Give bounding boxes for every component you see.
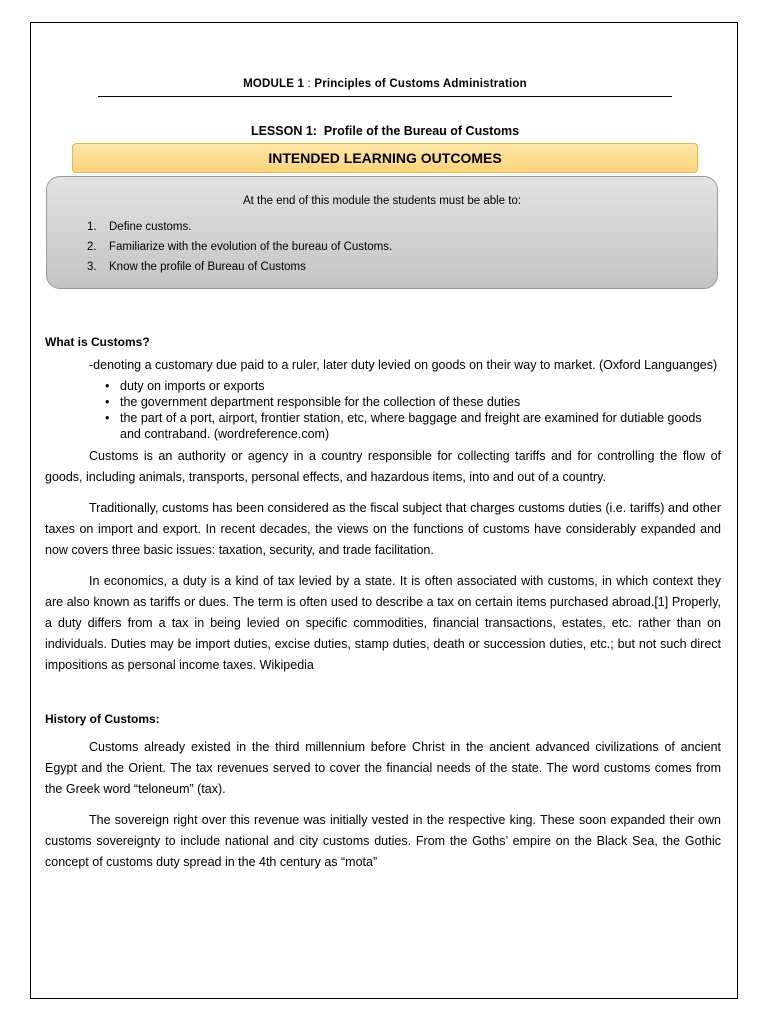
section-heading-what-is-customs: What is Customs?	[45, 335, 150, 349]
bullet-item: • duty on imports or exports	[105, 378, 721, 394]
outcome-text: Define customs.	[109, 221, 192, 233]
body-paragraph: The sovereign right over this revenue was initially vested in the respective king. These soon expanded their own customs sovereignty to include national and city customs duties. From the Goths’ empire on the Black Sea, the Gothic concept of customs duty spread in the 4th century as “mota”	[45, 813, 721, 869]
module-title	[98, 78, 672, 90]
body-paragraph: Customs is an authority or agency in a country responsible for collecting tariffs and for controlling the flow of goods, including animals, transports, personal effects, and hazardous items, into and out of a country.	[45, 449, 721, 484]
body-paragraph: Traditionally, customs has been considered as the fiscal subject that charges customs duties (i.e. tariffs) and other taxes on import and export. In recent decades, the views on the functions of customs have considerably expanded and now covers three basic issues: taxation, security, and trade facilitation.	[45, 501, 721, 557]
learning-outcomes-banner: INTENDED LEARNING OUTCOMES	[72, 143, 698, 173]
outcome-number: 2.	[87, 241, 97, 253]
document-body	[45, 332, 721, 873]
outcomes-intro: At the end of this module the students must be able to:	[242, 195, 522, 207]
outcome-text: Familiarize with the evolution of the bureau of Customs.	[109, 241, 393, 253]
outcome-item	[87, 217, 392, 237]
bullet-item: • the part of a port, airport, frontier station, etc, where baggage and freight are examined for dutiable goods and contraband. (wordreference.com)	[105, 410, 721, 442]
definition-bullets	[45, 378, 721, 442]
outcome-number: 1.	[87, 221, 97, 233]
definition-paragraph: -denoting a customary due paid to a ruler, later duty levied on goods on their way to market. (Oxford Languanges)	[89, 358, 718, 372]
bullet-item: • the government department responsible for the collection of these duties	[105, 394, 721, 410]
outcome-number: 3.	[87, 261, 97, 273]
title-underline	[98, 96, 672, 97]
outcomes-list	[87, 217, 392, 277]
outcome-item	[87, 237, 392, 257]
module-separator: :	[304, 78, 315, 90]
learning-outcomes-box	[46, 176, 718, 289]
body-paragraph: Customs already existed in the third millennium before Christ in the ancient advanced civilizations of ancient Egypt and the Orient. The tax revenues served to cover the financial needs of the state. The word customs comes from the Greek word “teloneum” (tax).	[45, 740, 721, 796]
module-name: Principles of Customs Administration	[314, 78, 527, 90]
module-label: MODULE 1	[243, 78, 305, 90]
lesson-title: LESSON 1: Profile of the Bureau of Customs	[250, 124, 520, 138]
section-heading-history: History of Customs:	[45, 712, 160, 726]
outcome-text: Know the profile of Bureau of Customs	[109, 261, 306, 273]
body-paragraph: In economics, a duty is a kind of tax levied by a state. It is often associated with customs, in which context they are also known as tariffs or dues. The term is often used to describe a tax on certain items purchased abroad.[1] Properly, a duty differs from a tax in being levied on specific commodities, financial transactions, estates, etc. rather than on individuals. Duties may be import duties, excise duties, stamp duties, death or succession duties, etc.; but not such direct impositions as personal income taxes. Wikipedia	[45, 574, 721, 672]
outcome-item	[87, 257, 392, 277]
